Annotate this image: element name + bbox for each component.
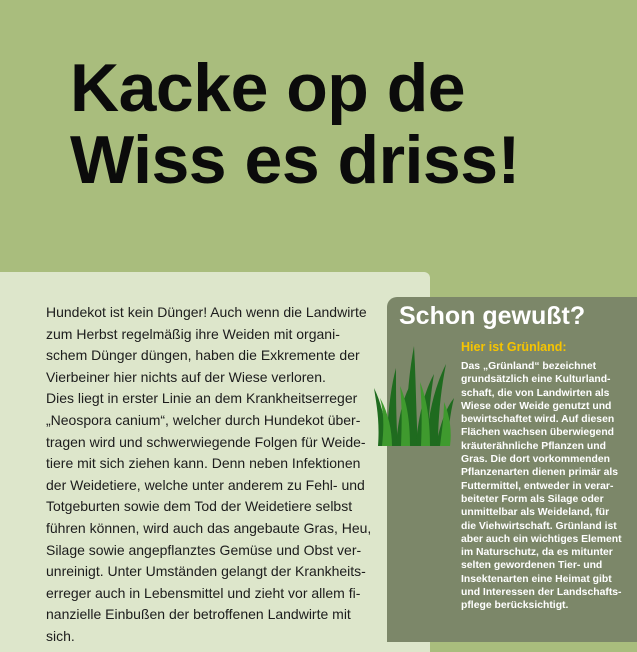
info-line: Flächen wachsen überwiegend xyxy=(461,427,615,439)
info-line: die Viehwirtschaft. Grünland ist xyxy=(461,520,617,532)
info-line: Pflanzenarten dienen primär als xyxy=(461,467,619,479)
info-line: Das „Grünland“ bezeichnet xyxy=(461,361,597,372)
info-line: Wiese oder Weide genutzt und xyxy=(461,400,612,412)
body-text xyxy=(46,302,376,648)
body-line: tragen wird und schwerwiegende Folgen für Weide- xyxy=(46,433,366,450)
info-line: Futtermittel, entweder in verar- xyxy=(461,480,614,492)
info-line: beiteter Form als Silage oder xyxy=(461,493,604,505)
body-line: der Weidetiere, welche unter anderem zu Fehl- und xyxy=(46,476,365,493)
info-line: und Interessen der Landschafts- xyxy=(461,587,622,599)
info-text xyxy=(461,360,633,613)
info-line: bewirtschaftet wird. Auf diesen xyxy=(461,414,615,426)
body-line: nanzielle Einbußen der betroffenen Landwirte mit xyxy=(46,606,351,623)
info-line: selten gewordenen Tier- und xyxy=(461,560,603,572)
body-line: „Neospora canium“, welcher durch Hundekot über- xyxy=(46,411,361,428)
page-title xyxy=(70,52,630,196)
body-line: Silage sowie angepflanztes Gemüse und Obst ver- xyxy=(46,541,362,558)
body-line: Vierbeiner hier nichts auf der Wiese verloren. xyxy=(46,368,326,385)
body-line: führen können, wird auch das angebaute Gras, Heu, xyxy=(46,519,372,536)
body-line: tiere mit sich ziehen kann. Denn neben Infektionen xyxy=(46,455,361,472)
info-line: pflege berücksichtigt. xyxy=(461,600,569,612)
body-line: erreger auch in Lebensmittel und zieht vor allem fi- xyxy=(46,584,361,601)
info-line: grundsätzlich eine Kulturland- xyxy=(461,374,611,386)
body-line: Hundekot ist kein Dünger! Auch wenn die Landwirte xyxy=(46,304,367,320)
info-line: schaft, die von Landwirten als xyxy=(461,387,610,399)
info-heading: Schon gewußt? xyxy=(399,302,586,330)
body-line: Dies liegt in erster Linie an dem Krankheitserreger xyxy=(46,390,358,407)
info-line: Gras. Die dort vorkommenden xyxy=(461,454,610,466)
info-line: Insektenarten eine Heimat gibt xyxy=(461,573,612,585)
body-line: Totgeburten sowie dem Tod der Weidetiere selbst xyxy=(46,498,353,515)
info-line: im Naturschutz, da es mitunter xyxy=(461,547,613,559)
body-line: schem Dünger düngen, haben die Exkremente der xyxy=(46,347,360,364)
body-line: unreinigt. Unter Umständen gelangt der Krankheits- xyxy=(46,563,366,580)
body-line: sich. xyxy=(46,627,75,644)
info-line: aber auch ein wichtiges Element xyxy=(461,533,622,545)
info-line: kräuterähnliche Pflanzen und xyxy=(461,440,606,452)
grass-icon xyxy=(374,342,454,446)
title-line-2: Wiss es driss! xyxy=(70,122,520,198)
info-line: unmittelbar als Weideland, für xyxy=(461,507,610,519)
info-subheading: Hier ist Grünland: xyxy=(461,340,567,354)
body-line: zum Herbst regelmäßig ihre Weiden mit organi- xyxy=(46,325,340,342)
title-line-1: Kacke op de xyxy=(70,50,466,126)
